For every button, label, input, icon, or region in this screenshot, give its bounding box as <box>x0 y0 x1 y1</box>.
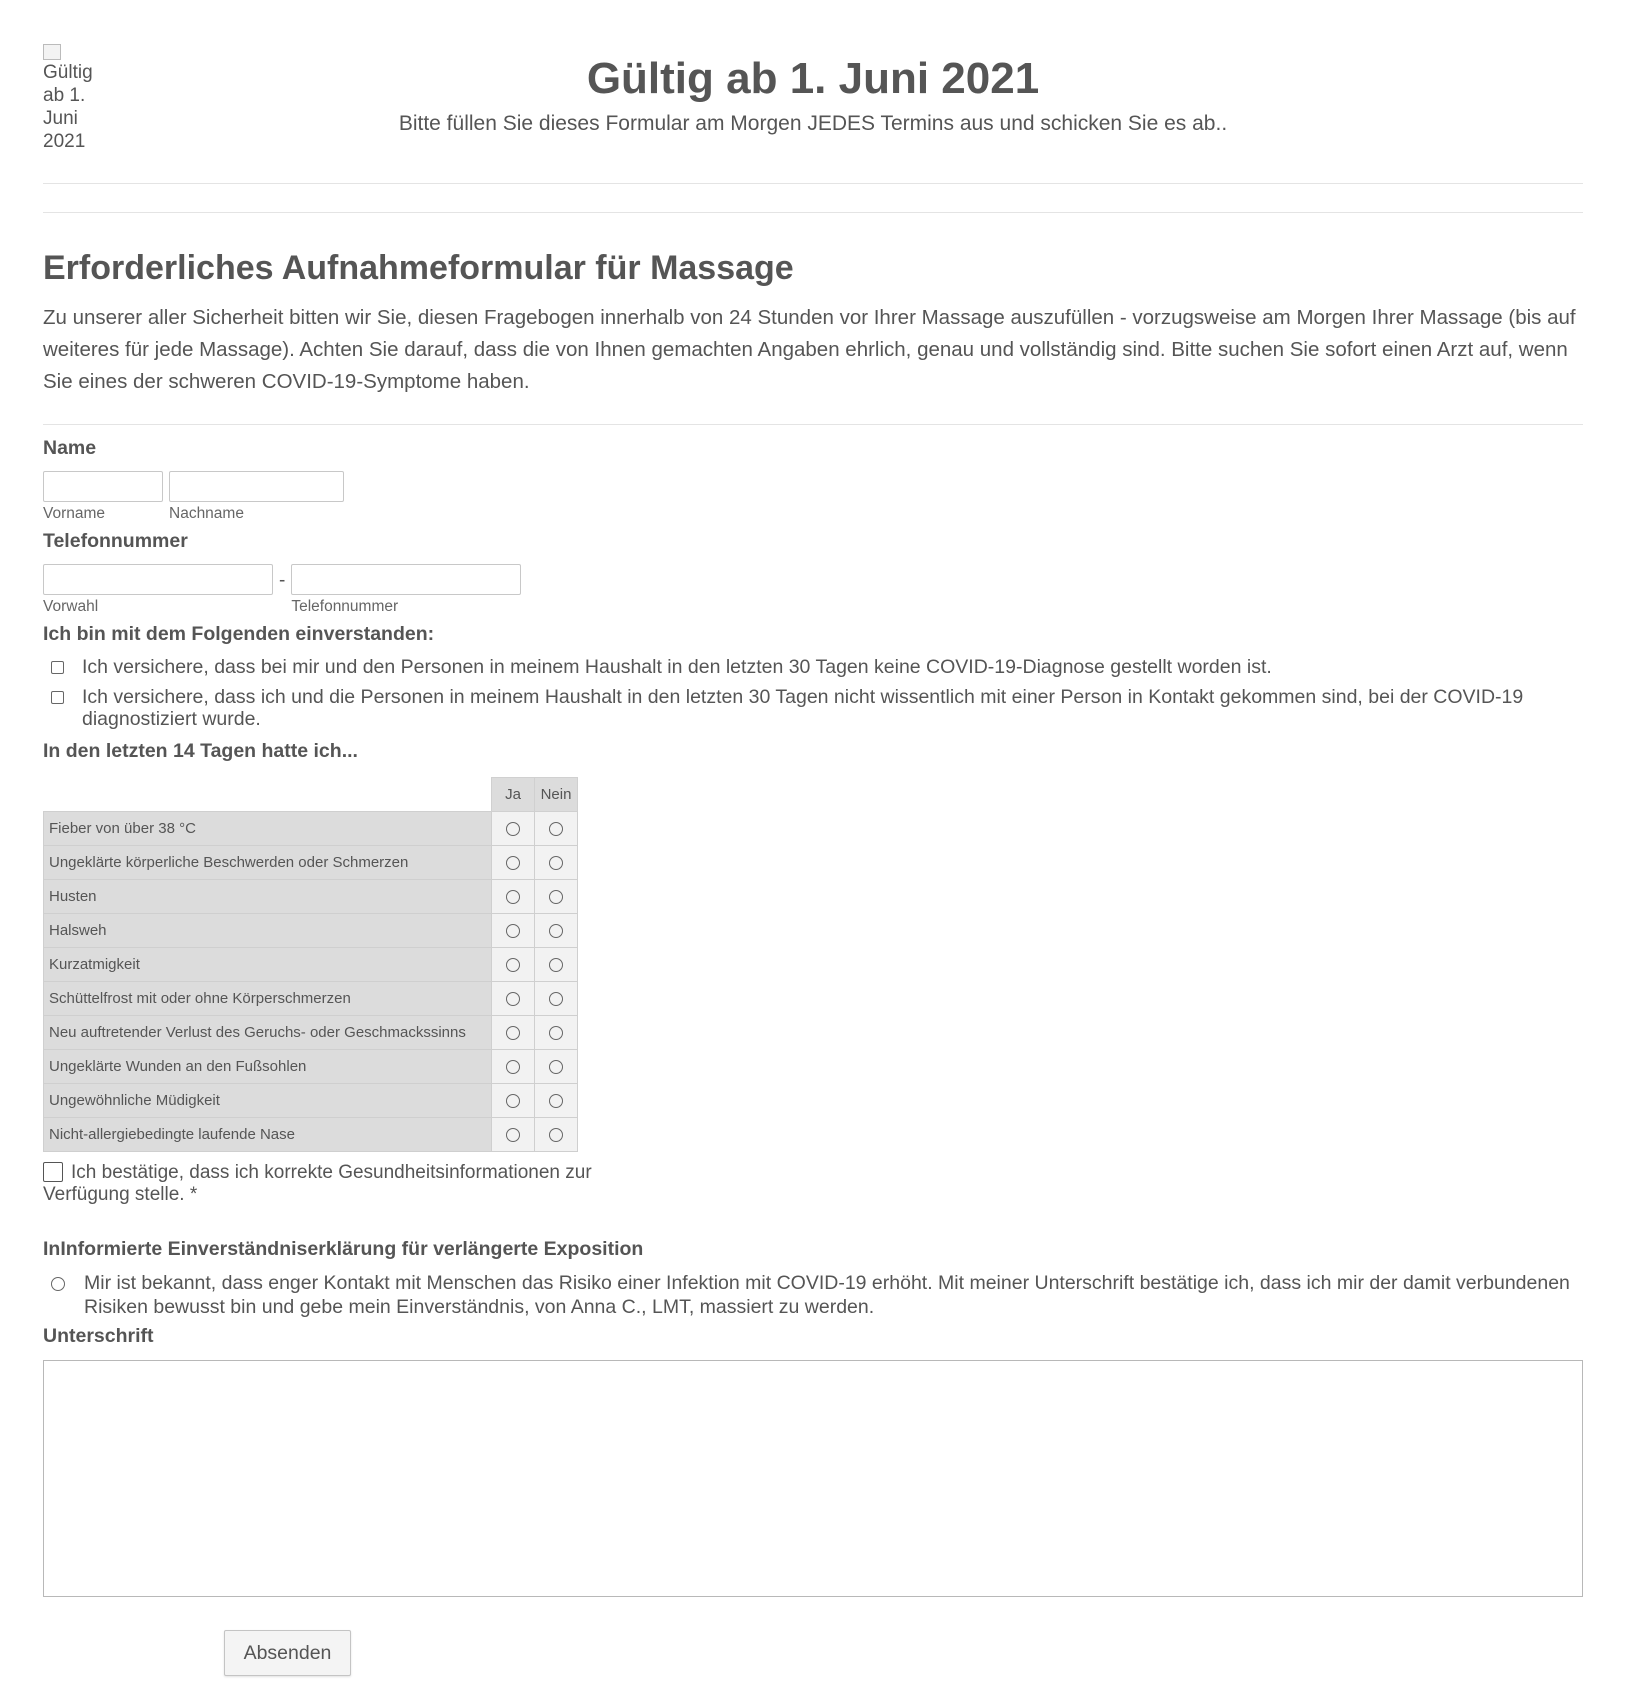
agree-label: Ich bin mit dem Folgenden einverstanden: <box>43 623 435 645</box>
name-fields <box>43 471 1583 523</box>
symptom-label: Halsweh <box>44 914 492 948</box>
yes-radio[interactable] <box>506 958 520 972</box>
yes-radio[interactable] <box>506 1094 520 1108</box>
yes-radio[interactable] <box>506 890 520 904</box>
no-radio[interactable] <box>549 856 563 870</box>
agree-checkbox-2[interactable] <box>51 691 64 704</box>
no-radio[interactable] <box>549 1094 563 1108</box>
yes-radio[interactable] <box>506 1060 520 1074</box>
no-radio[interactable] <box>549 1128 563 1142</box>
phone-fields <box>43 564 1583 616</box>
no-radio[interactable] <box>549 822 563 836</box>
agree-checkbox-1[interactable] <box>51 661 64 674</box>
no-radio[interactable] <box>549 958 563 972</box>
first-name-input[interactable] <box>43 471 163 502</box>
consent-radio[interactable] <box>51 1277 65 1291</box>
yes-radio[interactable] <box>506 992 520 1006</box>
symptom-label: Kurzatmigkeit <box>44 948 492 982</box>
submit-area <box>43 1630 1583 1676</box>
phone-number-input[interactable] <box>291 564 521 595</box>
logo-alt-text: Gültig ab 1. Juni 2021 <box>43 62 93 152</box>
confirm-row <box>43 1162 683 1206</box>
yes-radio[interactable] <box>506 1026 520 1040</box>
matrix-corner <box>44 778 492 812</box>
submit-button[interactable]: Absenden <box>224 1630 351 1676</box>
agree-item-text: Ich versichere, dass ich und die Personen in meinem Haushalt in den letzten 30 Tagen nicht wissentlich mit einer Person in Kontakt gekommen sind, bei der COVID-19 diagnostiziert wurde. <box>82 686 1524 730</box>
required-mark: * <box>189 1184 198 1205</box>
consent-option <box>43 1271 1583 1319</box>
symptoms-label: In den letzten 14 Tagen hatte ich... <box>43 740 358 762</box>
agree-list <box>43 656 1583 730</box>
first-name-sublabel: Vorname <box>43 505 106 522</box>
last-name-sublabel: Nachname <box>169 505 244 522</box>
no-radio[interactable] <box>549 890 563 904</box>
symptom-label: Husten <box>44 880 492 914</box>
signature-pad[interactable] <box>43 1360 1583 1597</box>
page-subtitle: Bitte füllen Sie dieses Formular am Morgen JEDES Termins aus und schicken Sie es ab.. <box>398 112 1228 135</box>
matrix-row <box>44 812 578 846</box>
consent-text: Mir ist bekannt, dass enger Kontakt mit Menschen das Risiko einer Infektion mit COVID-19 erhöht. Mit meiner Unterschrift bestätige ich, dass ich mir der damit verbundenen Risiken bewusst bin und gebe mein Einverständnis, von Anna C., LMT, massiert zu werden. <box>84 1272 1570 1318</box>
confirm-text: Ich bestätige, dass ich korrekte Gesundheitsinformationen zur Verfügung stelle. <box>43 1162 592 1205</box>
matrix-row <box>44 1084 578 1118</box>
form-title: Erforderliches Aufnahmeformular für Massage <box>43 249 794 287</box>
phone-number-group <box>291 564 521 616</box>
phone-separator: - <box>279 570 286 591</box>
symptom-label: Ungeklärte körperliche Beschwerden oder Schmerzen <box>44 846 492 880</box>
agree-item <box>43 656 1583 678</box>
phone-label: Telefonnummer <box>43 530 188 552</box>
column-header-yes: Ja <box>492 778 535 812</box>
no-radio[interactable] <box>549 924 563 938</box>
confirm-checkbox[interactable] <box>43 1162 63 1182</box>
symptoms-matrix <box>43 777 578 1152</box>
divider <box>43 212 1583 213</box>
yes-radio[interactable] <box>506 1128 520 1142</box>
symptom-label: Fieber von über 38 °C <box>44 812 492 846</box>
agree-item <box>43 686 1583 730</box>
matrix-row <box>44 1118 578 1152</box>
page-title: Gültig ab 1. Juni 2021 <box>586 54 1040 103</box>
symptom-label: Schüttelfrost mit oder ohne Körperschmerzen <box>44 982 492 1016</box>
intro-text: Zu unserer aller Sicherheit bitten wir Sie, diesen Fragebogen innerhalb von 24 Stunden vor Ihrer Massage auszufüllen - vorzugsweise am Morgen Ihrer Massage (bis auf weiteres für jede Massage). Achten Sie darauf, dass die von Ihnen gemachten Angaben ehrlich, genau und vollständig sind. Bitte suchen Sie sofort einen Arzt auf, wenn Sie eines der schweren COVID-19-Symptome haben. <box>43 302 1583 425</box>
symptom-label: Ungewöhnliche Müdigkeit <box>44 1084 492 1118</box>
symptom-label: Neu auftretender Verlust des Geruchs- oder Geschmackssinns <box>44 1016 492 1050</box>
consent-label: InInformierte Einverständniserklärung für verlängerte Exposition <box>43 1238 644 1260</box>
no-radio[interactable] <box>549 1060 563 1074</box>
matrix-row <box>44 1050 578 1084</box>
no-radio[interactable] <box>549 1026 563 1040</box>
agree-item-text: Ich versichere, dass bei mir und den Personen in meinem Haushalt in den letzten 30 Tagen keine COVID-19-Diagnose gestellt worden ist. <box>82 656 1272 678</box>
area-code-sublabel: Vorwahl <box>43 598 99 615</box>
yes-radio[interactable] <box>506 924 520 938</box>
form-header <box>43 0 1583 184</box>
symptom-label: Ungeklärte Wunden an den Fußsohlen <box>44 1050 492 1084</box>
matrix-row <box>44 880 578 914</box>
form-page <box>43 0 1583 1676</box>
yes-radio[interactable] <box>506 856 520 870</box>
first-name-group <box>43 471 163 523</box>
phone-number-sublabel: Telefonnummer <box>291 598 399 615</box>
signature-label: Unterschrift <box>43 1325 154 1347</box>
matrix-row <box>44 846 578 880</box>
name-label: Name <box>43 437 97 459</box>
matrix-row <box>44 948 578 982</box>
matrix-row <box>44 914 578 948</box>
last-name-group <box>169 471 344 523</box>
area-code-input[interactable] <box>43 564 273 595</box>
symptom-label: Nicht-allergiebedingte laufende Nase <box>44 1118 492 1152</box>
no-radio[interactable] <box>549 992 563 1006</box>
matrix-row <box>44 982 578 1016</box>
matrix-row <box>44 1016 578 1050</box>
last-name-input[interactable] <box>169 471 344 502</box>
yes-radio[interactable] <box>506 822 520 836</box>
column-header-no: Nein <box>535 778 578 812</box>
area-code-group <box>43 564 273 616</box>
